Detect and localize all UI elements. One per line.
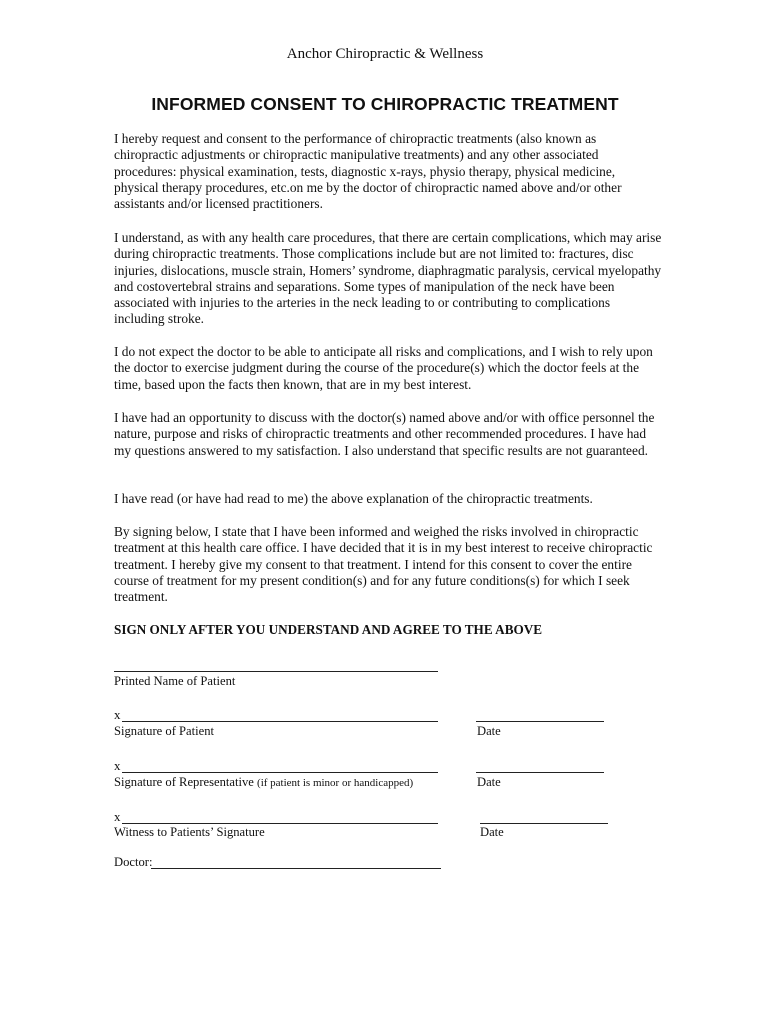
x-mark: x bbox=[114, 707, 121, 722]
representative-date-label: Date bbox=[477, 775, 501, 789]
x-mark: x bbox=[114, 758, 121, 773]
paragraph-discussion: I have had an opportunity to discuss with the doctor(s) named above and/or with office personnel the nature, purpose and risks of chiropractic treatments and other recommended procedures. I have had my questions answered to my satisfaction. I also understand that specific results are not guaranteed. bbox=[114, 410, 655, 458]
paragraph-judgment: I do not expect the doctor to be able to anticipate all risks and complications, and I wish to rely upon the doctor to exercise judgment during the course of the procedure(s) which the doctor feels at the time, based upon the facts then known, that are in my best interest. bbox=[114, 344, 653, 392]
printed-name-label: Printed Name of Patient bbox=[114, 674, 236, 688]
sign-notice: SIGN ONLY AFTER YOU UNDERSTAND AND AGREE TO THE ABOVE bbox=[114, 622, 543, 637]
witness-signature-label: Witness to Patients’ Signature bbox=[114, 825, 265, 839]
x-mark: x bbox=[114, 809, 121, 824]
witness-signature-line[interactable] bbox=[122, 823, 438, 824]
representative-note: (if patient is minor or handicapped) bbox=[257, 777, 414, 789]
patient-signature-label: Signature of Patient bbox=[114, 724, 215, 738]
doctor-label: Doctor: bbox=[114, 855, 153, 869]
paragraph-read: I have read (or have had read to me) the above explanation of the chiropractic treatments. bbox=[114, 491, 593, 506]
representative-label-text: Signature of Representative bbox=[114, 775, 254, 789]
doctor-line[interactable] bbox=[151, 868, 441, 869]
representative-date-line[interactable] bbox=[476, 772, 604, 773]
organization-name: Anchor Chiropractic & Wellness bbox=[286, 46, 484, 62]
patient-signature-line[interactable] bbox=[122, 721, 438, 722]
printed-name-line[interactable] bbox=[114, 671, 438, 672]
paragraph-complications: I understand, as with any health care procedures, that there are certain complications, which may arise during chiropractic treatments. Those complications include but are not limited to: fractures, disc injuries, dislocations, muscle strain, Homers’ syndrome, diaphragmatic paralysis, cervical myelopathy and costovertebral strains and separations. Some types of manipulation of the neck have been associated with injuries to the arteries in the neck leading to or contributing to complications including stroke. bbox=[114, 230, 662, 327]
patient-date-line[interactable] bbox=[476, 721, 604, 722]
representative-signature-label bbox=[114, 775, 413, 790]
witness-date-line[interactable] bbox=[480, 823, 608, 824]
paragraph-request: I hereby request and consent to the performance of chiropractic treatments (also known as chiropractic adjustments or chiropractic manipulative treatments) and any other associated procedures: physical examination, tests, diagnostic x-rays, physio therapy, physical medicine, physical therapy procedures, etc.on me by the doctor of chiropractic named above and/or other assistants and/or licensed practitioners. bbox=[114, 131, 622, 212]
representative-signature-line[interactable] bbox=[122, 772, 438, 773]
witness-date-label: Date bbox=[480, 825, 504, 839]
form-title: INFORMED CONSENT TO CHIROPRACTIC TREATMENT bbox=[151, 94, 619, 114]
patient-date-label: Date bbox=[477, 724, 501, 738]
paragraph-signing: By signing below, I state that I have been informed and weighed the risks involved in chiropractic treatment at this health care office. I have decided that it is in my best interest to receive chiropractic treatment. I hereby give my consent to that treatment. I intend for this consent to cover the entire course of treatment for my present condition(s) and for any future conditions(s) for which I seek treatment. bbox=[114, 524, 653, 605]
